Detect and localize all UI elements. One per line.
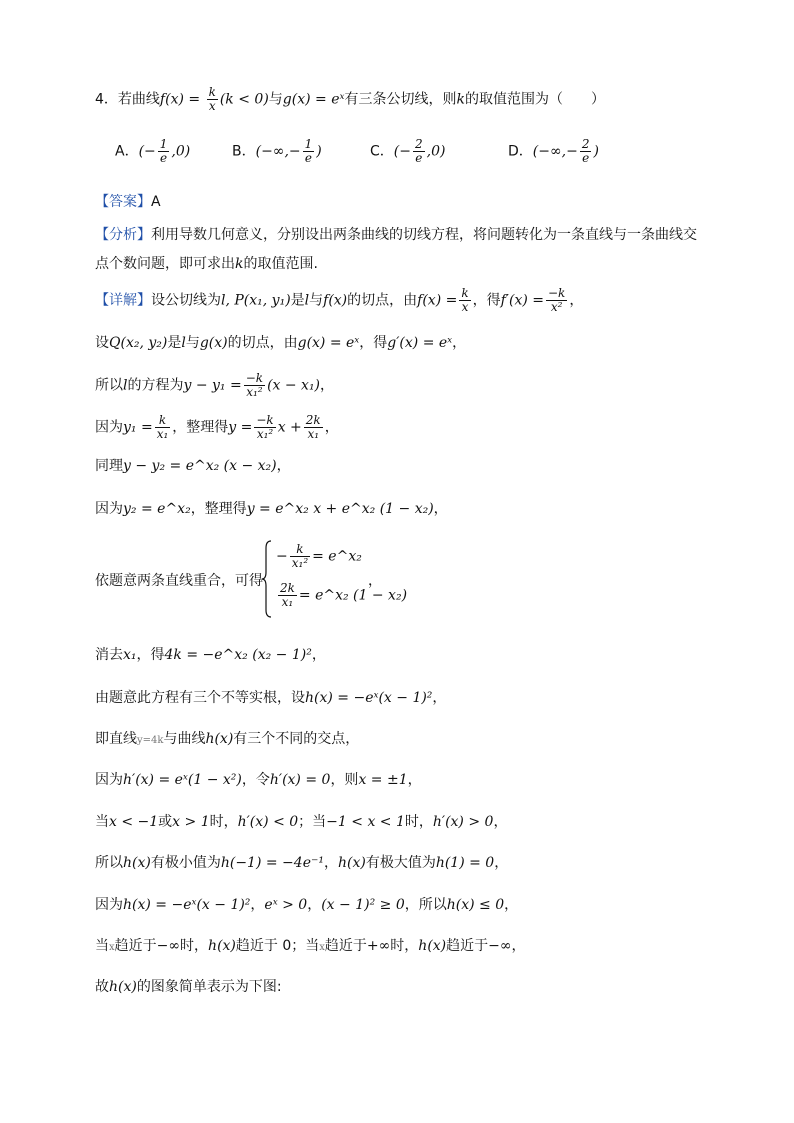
detail-line-13: 所以h(x)有极小值为h(−1) = −4e⁻¹，h(x)有极大值为h(1) = 0， xyxy=(95,855,509,871)
detail-line-5: 同理y − y₂ = e^x₂ (x − x₂)， xyxy=(95,458,291,474)
analysis-tag: 【分析】 xyxy=(95,227,151,243)
option-a: A．(− $\frac{1}{e}$ ,0) xyxy=(115,137,191,166)
system-row-1: − $\frac{k}{\text{x₁²}}$ = e^x₂ xyxy=(276,542,362,571)
question-line: 4．若曲线f(x) = $\frac{k}{x}$ (k < 0)与g(x) = eˣ有三条公切线，则k的取值范围为（ ） xyxy=(95,85,605,114)
detail-line-7: 依题意两条直线重合，可得 xyxy=(95,573,263,589)
detail-line-10: 即直线y=4k与曲线h(x)有三个不同的交点， xyxy=(95,731,360,747)
detail-line-2: 设Q(x₂, y₂)是l与g(x)的切点，由g(x) = eˣ，得g′(x) = eˣ， xyxy=(95,335,467,351)
option-b: B．(−∞,− $\frac{1}{e}$ ) xyxy=(232,137,322,166)
detail-line-11: 因为h′(x) = eˣ(1 − x²)，令h′(x) = 0，则x = ±1， xyxy=(95,772,422,788)
system-brace xyxy=(262,540,272,618)
detail-tag: 【详解】 xyxy=(95,292,151,309)
detail-line-6: 因为y₂ = e^x₂，整理得y = e^x₂ x + e^x₂ (1 − x₂)， xyxy=(95,501,448,517)
fraction: $\frac{k}{x}$ xyxy=(208,85,216,114)
detail-line-14: 因为h(x) = −eˣ(x − 1)²，eˣ > 0，(x − 1)² ≥ 0，所以h(x) ≤ 0， xyxy=(95,897,519,913)
answer-tag: 【答案】 xyxy=(95,194,151,210)
detail-line-3: 所以l的方程为y − y₁ = $\frac{-k}{\text{x₁²}}$ (x − x₁)， xyxy=(95,371,335,400)
system-comma: ， xyxy=(368,573,382,589)
detail-line-1: 【详解】设公切线为l, P(x₁, y₁)是l与f(x)的切点，由f(x) = $\frac{k}{x}$ ，得f′(x) = $\frac{-k}{\text{x²}}$ ， xyxy=(95,286,584,315)
system-row-2: $\frac{2k}{\text{x₁}}$ = e^x₂ (1 − x₂) xyxy=(280,581,408,610)
analysis-line-1: 【分析】利用导数几何意义，分别设出两条曲线的切线方程，将问题转化为一条直线与一条曲线交 xyxy=(95,227,697,243)
question-number: 4． xyxy=(95,91,118,108)
analysis-line-2: 点个数问题，即可求出k的取值范围. xyxy=(95,256,318,272)
detail-line-8: 消去x₁，得4k = −e^x₂ (x₂ − 1)²， xyxy=(95,647,326,663)
detail-line-4: 因为y₁ = $\frac{k}{\text{x₁}}$ ，整理得y = $\frac{-k}{\text{x₁²}}$ x + $\frac{2k}{\text{x₁}}$ ， xyxy=(95,413,339,442)
answer-line xyxy=(95,192,161,212)
garbled-expression: y=4k xyxy=(137,735,164,746)
answer-value: A xyxy=(151,194,161,210)
option-d: D．(−∞,− $\frac{2}{e}$ ) xyxy=(508,137,599,166)
detail-line-16: 故h(x)的图象简单表示为下图: xyxy=(95,979,282,995)
option-c: C．(− $\frac{2}{e}$ ,0) xyxy=(370,137,446,166)
detail-line-12: 当x < −1或x > 1时，h′(x) < 0；当−1 < x < 1时，h′(x) > 0， xyxy=(95,814,508,830)
detail-line-9: 由题意此方程有三个不等实根，设h(x) = −eˣ(x − 1)²， xyxy=(95,690,447,706)
detail-line-15: 当x趋近于−∞时，h(x)趋近于 0；当x趋近于+∞时，h(x)趋近于−∞， xyxy=(95,938,526,954)
